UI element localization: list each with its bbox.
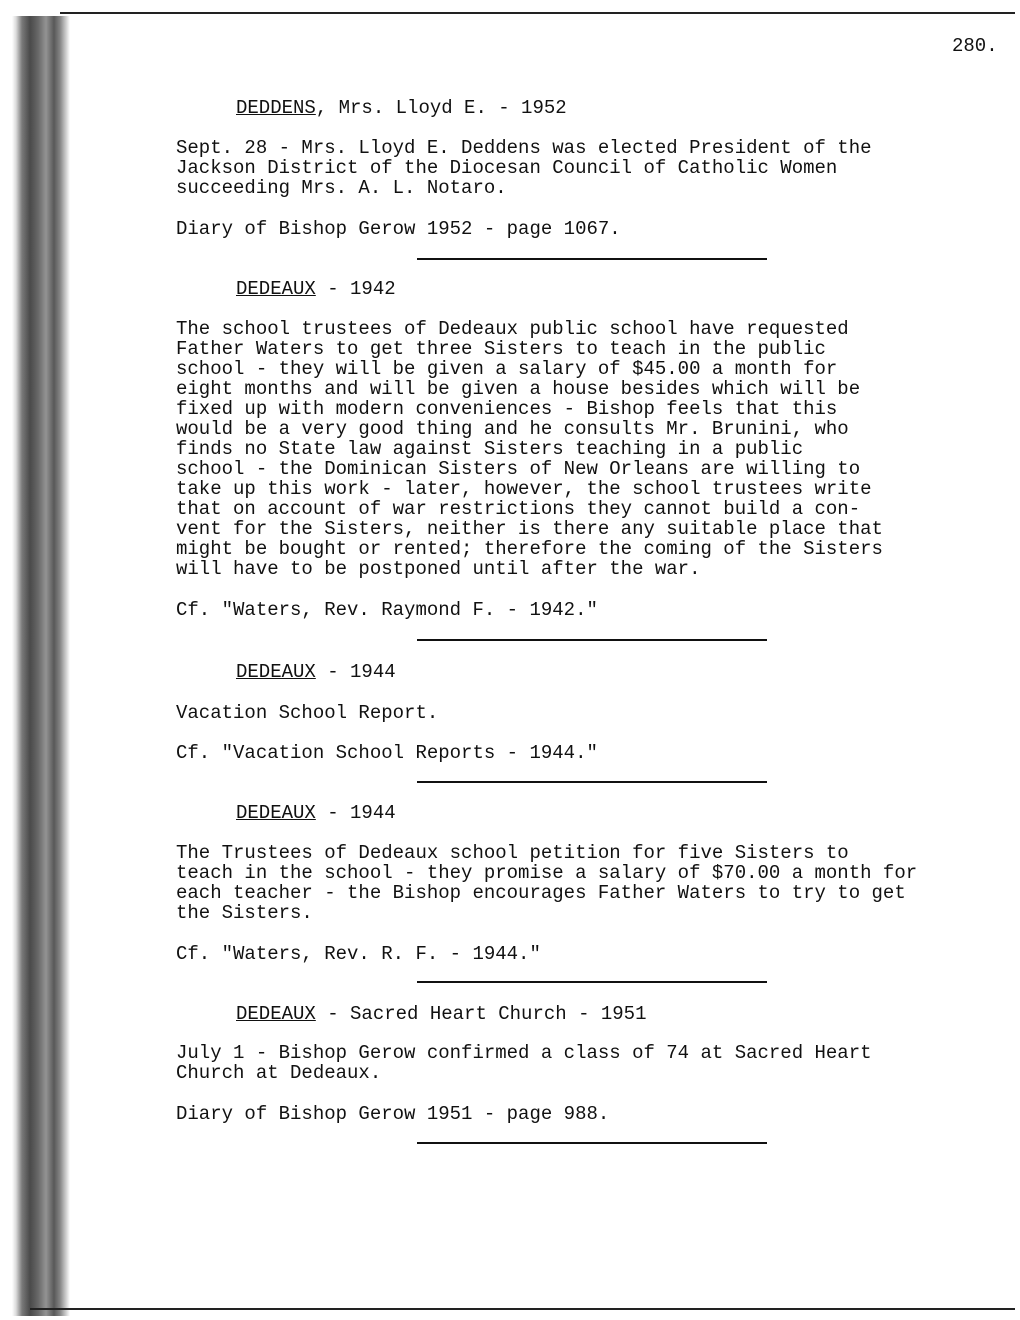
entry-heading <box>236 803 396 823</box>
entry-reference: Cf. "Waters, Rev. Raymond F. - 1942." <box>176 599 598 621</box>
entry-body: The Trustees of Dedeaux school petition for five Sisters to teach in the school - they promise a salary of $70.00 a month for each teacher - the Bishop encourages Father Waters to try to get the Sisters. <box>176 842 918 924</box>
entry-body: Vacation School Report. <box>176 702 439 724</box>
entry-heading <box>236 1004 646 1024</box>
entry-heading <box>236 98 567 118</box>
entry-heading <box>236 662 396 682</box>
entry-heading-name: DEDEAUX <box>236 1003 316 1025</box>
entry-heading-detail: - 1944 <box>315 661 396 683</box>
entry-reference: Cf. "Waters, Rev. R. F. - 1944." <box>176 943 541 965</box>
entry-heading-detail: - Sacred Heart Church - 1951 <box>315 1003 647 1025</box>
entry-heading-name: DEDEAUX <box>236 278 316 300</box>
entry-body: July 1 - Bishop Gerow confirmed a class of 74 at Sacred Heart Church at Dedeaux. <box>176 1042 872 1084</box>
entry-separator <box>417 639 767 641</box>
entry-heading-name: DEDDENS <box>236 97 316 119</box>
entry-body: The school trustees of Dedeaux public school have requested Father Waters to get three Sisters to teach in the public school - they will be given a salary of $45.00 a month for eight months and will be given a house besides which will be fixed up with modern conveniences - Bishop feels that this would be a very good thing and he consults Mr. Brunini, who finds no State law against Sisters teaching in a public school - the Dominican Sisters of New Orleans are willing to take up this work - later, however, the school trustees write that on account of war restrictions they cannot build a con- vent for the Sisters, neither is there any suitable place that might be bought or rented; therefore the coming of the Sisters will have to be postponed until after the war. <box>176 318 883 580</box>
page-bottom-edge <box>30 1308 1015 1310</box>
entry-separator <box>417 981 767 983</box>
entry-heading-detail: , Mrs. Lloyd E. - 1952 <box>315 97 567 119</box>
entry-body: Sept. 28 - Mrs. Lloyd E. Deddens was elected President of the Jackson District of the Diocesan Council of Catholic Women succeeding Mrs. A. L. Notaro. <box>176 137 872 199</box>
entry-separator <box>417 1142 767 1144</box>
binding-edge-shadow <box>12 16 70 1316</box>
entry-heading-name: DEDEAUX <box>236 661 316 683</box>
entry-heading <box>236 279 396 299</box>
entry-heading-name: DEDEAUX <box>236 802 316 824</box>
page-number: 280. <box>952 35 998 57</box>
entry-heading-detail: - 1942 <box>315 278 396 300</box>
entry-heading-detail: - 1944 <box>315 802 396 824</box>
page-top-edge <box>60 12 1015 14</box>
entry-reference: Cf. "Vacation School Reports - 1944." <box>176 742 598 764</box>
entry-reference: Diary of Bishop Gerow 1951 - page 988. <box>176 1103 610 1125</box>
entry-reference: Diary of Bishop Gerow 1952 - page 1067. <box>176 218 621 240</box>
entry-separator <box>417 781 767 783</box>
entry-separator <box>417 258 767 260</box>
